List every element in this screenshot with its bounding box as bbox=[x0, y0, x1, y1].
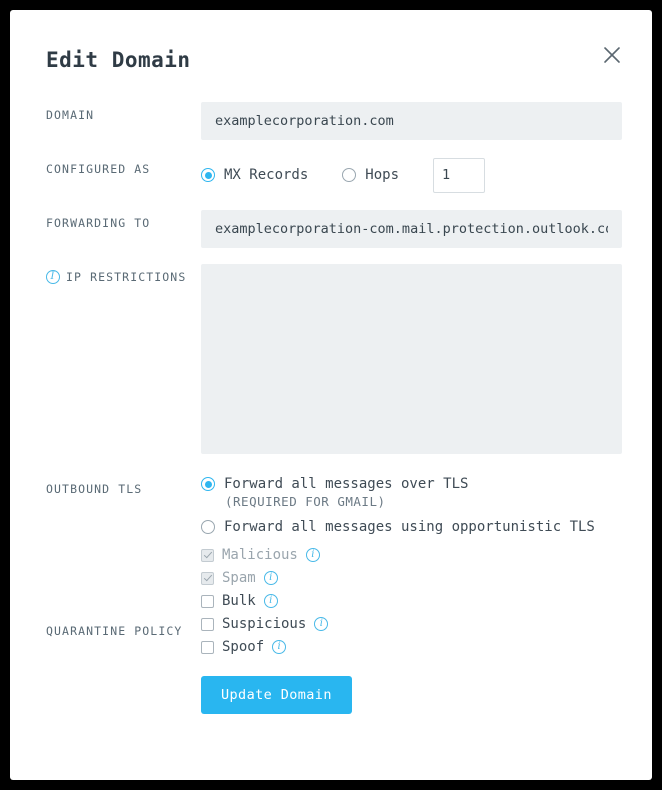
checkbox-bulk[interactable] bbox=[201, 595, 214, 608]
domain-field-wrap bbox=[201, 102, 622, 140]
page-title: Edit Domain bbox=[46, 48, 191, 72]
checkbox-row-spoof[interactable] bbox=[201, 639, 622, 655]
ip-restrictions-field-wrap bbox=[201, 264, 622, 458]
outbound-tls-field-wrap bbox=[201, 476, 622, 537]
radio-mx-records[interactable] bbox=[201, 168, 215, 182]
radio-tls-opportunistic[interactable] bbox=[201, 520, 215, 534]
radio-tls-required[interactable] bbox=[201, 477, 215, 491]
info-icon[interactable]: i bbox=[264, 594, 278, 608]
edit-domain-form bbox=[46, 102, 622, 714]
checkbox-bulk-label[interactable]: Bulk bbox=[222, 593, 256, 609]
edit-domain-modal bbox=[10, 10, 652, 780]
info-icon[interactable]: i bbox=[264, 571, 278, 585]
info-icon[interactable]: i bbox=[314, 617, 328, 631]
checkbox-spoof-label[interactable]: Spoof bbox=[222, 639, 265, 655]
checkbox-row-malicious bbox=[201, 547, 622, 563]
checkbox-malicious-label: Malicious bbox=[222, 547, 298, 563]
field-row-domain bbox=[46, 102, 622, 140]
checkbox-spam-label: Spam bbox=[222, 570, 256, 586]
hops-input[interactable] bbox=[433, 158, 485, 193]
outbound-tls-label: OUTBOUND TLS bbox=[46, 482, 143, 496]
checkbox-spam bbox=[201, 572, 214, 585]
checkbox-spoof[interactable] bbox=[201, 641, 214, 654]
checkbox-row-spam bbox=[201, 570, 622, 586]
ip-restrictions-textarea[interactable] bbox=[201, 264, 622, 454]
field-row-quarantine-policy bbox=[46, 547, 622, 714]
quarantine-policy-label: QUARANTINE POLICY bbox=[46, 623, 183, 638]
tls-option-required[interactable] bbox=[201, 476, 622, 492]
radio-hops-label[interactable]: Hops bbox=[365, 167, 400, 183]
radio-tls-required-label[interactable]: Forward all messages over TLS bbox=[224, 476, 469, 492]
ip-restrictions-label bbox=[46, 264, 201, 284]
domain-input[interactable] bbox=[201, 102, 622, 140]
tls-required-subtext: (REQUIRED FOR GMAIL) bbox=[225, 494, 386, 509]
forwarding-to-label: FORWARDING TO bbox=[46, 216, 151, 230]
configured-as-options bbox=[201, 156, 622, 194]
field-row-configured-as bbox=[46, 156, 622, 194]
info-icon[interactable]: i bbox=[306, 548, 320, 562]
radio-tls-opportunistic-label[interactable]: Forward all messages using opportunistic TLS bbox=[224, 519, 595, 535]
domain-label: DOMAIN bbox=[46, 108, 95, 122]
checkbox-row-bulk[interactable] bbox=[201, 593, 622, 609]
checkbox-suspicious[interactable] bbox=[201, 618, 214, 631]
configured-as-field-wrap bbox=[201, 156, 622, 194]
radio-mx-records-label[interactable]: MX Records bbox=[224, 167, 309, 183]
configured-as-label: CONFIGURED AS bbox=[46, 162, 151, 176]
field-row-outbound-tls bbox=[46, 476, 622, 537]
info-icon[interactable]: i bbox=[272, 640, 286, 654]
tls-option-opportunistic[interactable] bbox=[201, 519, 622, 535]
field-row-ip-restrictions bbox=[46, 264, 622, 458]
checkbox-suspicious-label[interactable]: Suspicious bbox=[222, 616, 307, 632]
close-icon[interactable] bbox=[600, 43, 624, 67]
ip-restrictions-label-text: IP RESTRICTIONS bbox=[66, 270, 187, 284]
info-icon[interactable]: I bbox=[46, 270, 60, 284]
checkbox-malicious bbox=[201, 549, 214, 562]
quarantine-policy-field-wrap bbox=[201, 547, 622, 714]
checkbox-row-suspicious[interactable] bbox=[201, 616, 622, 632]
update-domain-button[interactable]: Update Domain bbox=[201, 676, 352, 714]
forwarding-to-input[interactable] bbox=[201, 210, 622, 248]
forwarding-to-field-wrap bbox=[201, 210, 622, 248]
radio-hops[interactable] bbox=[342, 168, 356, 182]
field-row-forwarding-to bbox=[46, 210, 622, 248]
